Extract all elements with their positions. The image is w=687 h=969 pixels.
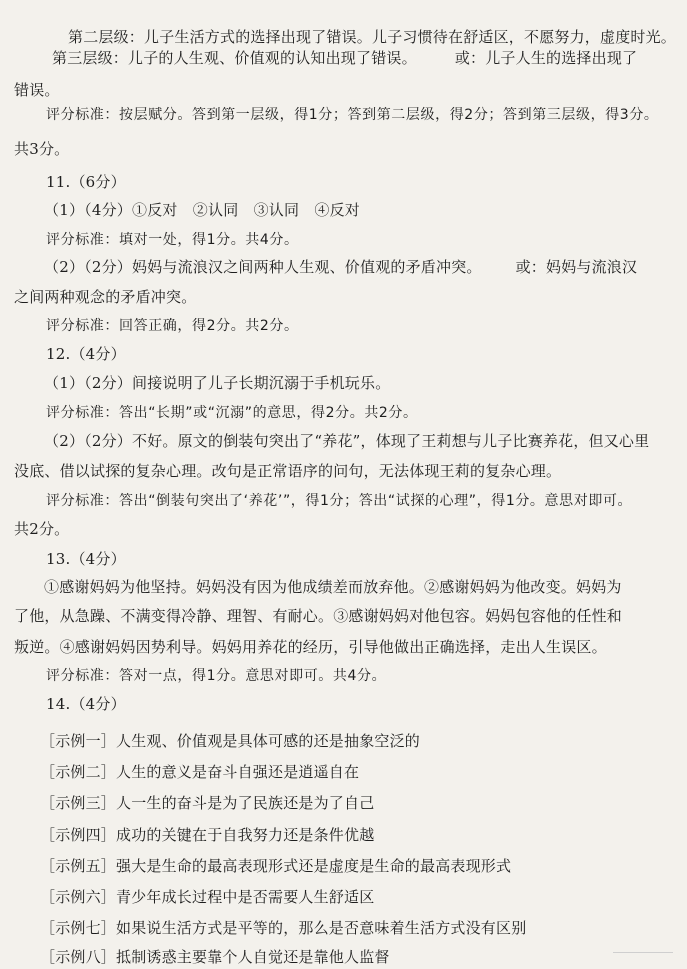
scoring-standard-line: 评分标准：答出“长期”或“沉溺”的意思，得2分。共2分。 [46,405,418,421]
example-line: ［示例七］如果说生活方式是平等的，那么是否意味着生活方式没有区别 [40,919,527,937]
question-number: 14.（4分） [46,695,126,713]
text-line: 第三层级：儿子的人生观、价值观的认知出现了错误。 或：儿子人生的选择出现了 [52,49,638,67]
question-number: 12.（4分） [46,345,126,363]
scoring-standard-line: 评分标准：按层赋分。答到第一层级，得1分；答到第二层级，得2分；答到第三层级，得3分。 [46,107,659,123]
example-line: ［示例八］抵制诱惑主要靠个人自觉还是靠他人监督 [40,948,390,966]
answer-line: ①感谢妈妈为他坚持。妈妈没有因为他成绩差而放弃他。②感谢妈妈为他改变。妈妈为 [44,578,622,596]
question-number: 13.（4分） [46,550,126,568]
scoring-standard-line: 评分标准：答对一点，得1分。意思对即可。共4分。 [46,668,387,684]
scoring-standard-line: 评分标准：回答正确，得2分。共2分。 [46,318,299,334]
example-line: ［示例五］强大是生命的最高表现形式还是虚度是生命的最高表现形式 [40,857,512,875]
text-line: 了他，从急躁、不满变得冷静、理智、有耐心。③感谢妈妈对他包容。妈妈包容他的任性和 [14,607,623,625]
text-line: 共2分。 [14,520,70,538]
text-line: 叛逆。④感谢妈妈因势利导。妈妈用养花的经历，引导他做出正确选择，走出人生误区。 [14,638,607,656]
example-line: ［示例二］人生的意义是奋斗自强还是逍遥自在 [40,763,360,781]
text-line: 错误。 [14,81,60,99]
answer-line: （1）（2分）间接说明了儿子长期沉溺于手机玩乐。 [44,374,391,392]
text-line: 没底、借以试探的复杂心理。改句是正常语序的问句，无法体现王莉的复杂心理。 [14,462,562,480]
scoring-standard-line: 评分标准：答出“倒装句突出了‘养花’”，得1分；答出“试探的心理”，得1分。意思对即可。 [46,493,633,509]
watermark-mark [613,952,673,963]
answer-line: （2）（2分）妈妈与流浪汉之间两种人生观、价值观的矛盾冲突。 或：妈妈与流浪汉 [44,258,638,276]
text-line: 之间两种观念的矛盾冲突。 [14,288,197,306]
scoring-standard-line: 评分标准：填对一处，得1分。共4分。 [46,232,299,248]
answer-line: （1）（4分）①反对 ②认同 ③认同 ④反对 [44,201,360,219]
example-line: ［示例一］人生观、价值观是具体可感的还是抽象空泛的 [40,732,421,750]
example-line: ［示例三］人一生的奋斗是为了民族还是为了自己 [40,794,375,812]
example-line: ［示例四］成功的关键在于自我努力还是条件优越 [40,826,375,844]
text-line: 第二层级：儿子生活方式的选择出现了错误。儿子习惯待在舒适区，不愿努力，虚度时光。 [68,28,677,46]
example-line: ［示例六］青少年成长过程中是否需要人生舒适区 [40,888,375,906]
text-line: 共3分。 [14,140,70,158]
answer-line: （2）（2分）不好。原文的倒装句突出了“养花”，体现了王莉想与儿子比赛养花，但又心里 [44,432,650,450]
question-number: 11.（6分） [46,173,126,191]
